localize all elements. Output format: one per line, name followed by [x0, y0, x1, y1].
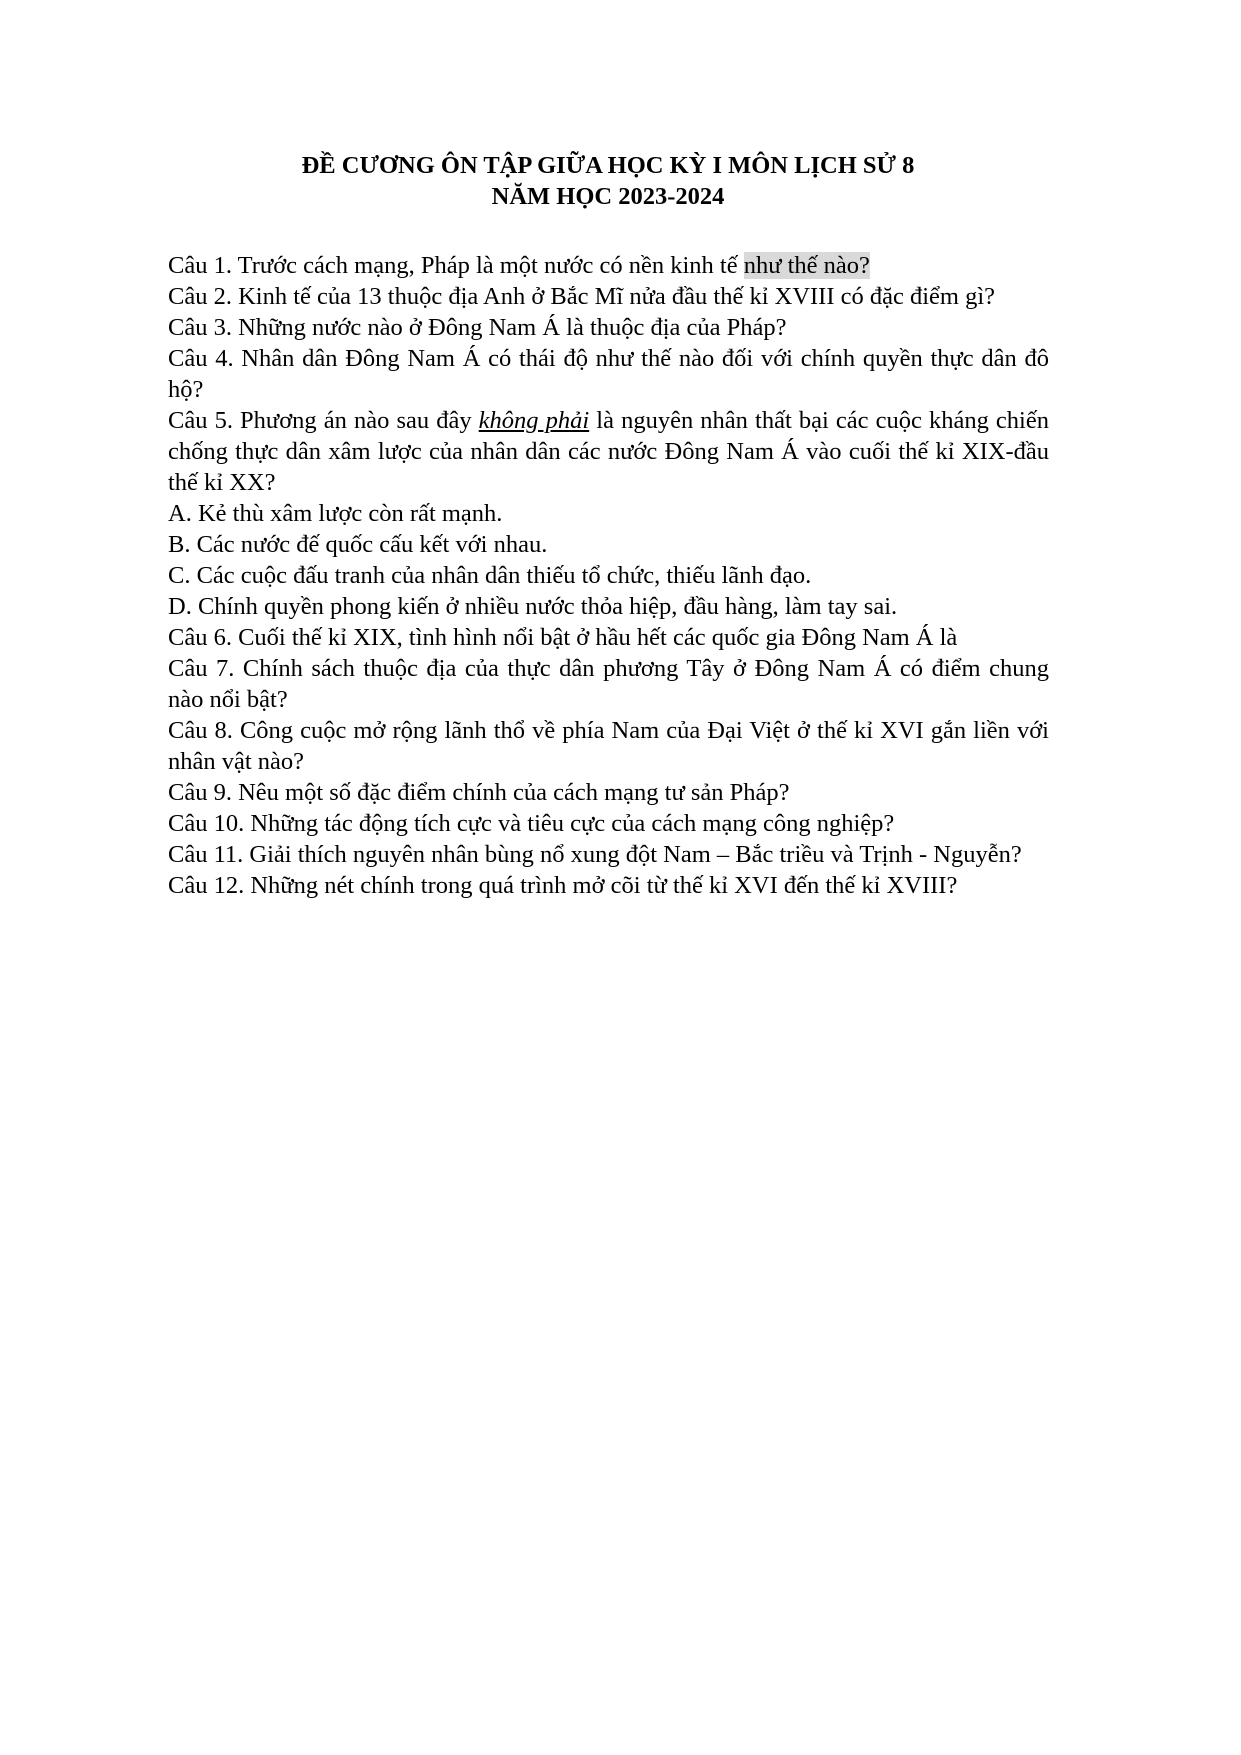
- title-line-2: NĂM HỌC 2023-2024: [491, 183, 725, 210]
- question-1-text: Câu 1. Trước cách mạng, Pháp là một nước có nền kinh tế: [168, 252, 744, 279]
- question-3: Câu 3. Những nước nào ở Đông Nam Á là thuộc địa của Pháp?: [168, 314, 787, 341]
- question-9: Câu 9. Nêu một số đặc điểm chính của cách mạng tư sản Pháp?: [168, 779, 790, 806]
- question-6: Câu 6. Cuối thế kỉ XIX, tình hình nổi bật ở hầu hết các quốc gia Đông Nam Á là: [168, 624, 958, 651]
- option-b: B. Các nước đế quốc cấu kết với nhau.: [168, 531, 548, 558]
- question-1: [168, 250, 1049, 281]
- question-4: Câu 4. Nhân dân Đông Nam Á có thái độ như thế nào đối với chính quyền thực dân đô hộ?: [168, 345, 1049, 403]
- question-10: Câu 10. Những tác động tích cực và tiêu cực của cách mạng công nghiệp?: [168, 810, 895, 837]
- question-7: Câu 7. Chính sách thuộc địa của thực dân phương Tây ở Đông Nam Á có điểm chung nào nổi bật?: [168, 655, 1049, 713]
- question-2: Câu 2. Kinh tế của 13 thuộc địa Anh ở Bắc Mĩ nửa đầu thế kỉ XVIII có đặc điểm gì?: [168, 283, 996, 310]
- question-11: Câu 11. Giải thích nguyên nhân bùng nổ xung đột Nam – Bắc triều và Trịnh - Nguyễn?: [168, 841, 1022, 868]
- question-5-text-before: Câu 5. Phương án nào sau đây: [168, 407, 479, 434]
- question-8: Câu 8. Công cuộc mở rộng lãnh thổ về phía Nam của Đại Việt ở thế kỉ XVI gắn liền với nhân vật nào?: [168, 717, 1049, 775]
- option-a: A. Kẻ thù xâm lược còn rất mạnh.: [168, 500, 503, 527]
- question-1-highlight: như thế nào?: [743, 252, 870, 279]
- title-line-1: ĐỀ CƯƠNG ÔN TẬP GIỮA HỌC KỲ I MÔN LỊCH SỬ 8: [301, 152, 915, 179]
- option-d: D. Chính quyền phong kiến ở nhiều nước thỏa hiệp, đầu hàng, làm tay sai.: [168, 593, 898, 620]
- document-title: [168, 150, 1048, 212]
- option-c: C. Các cuộc đấu tranh của nhân dân thiếu tổ chức, thiếu lãnh đạo.: [168, 562, 812, 589]
- question-12: Câu 12. Những nét chính trong quá trình mở cõi từ thế kỉ XVI đến thế kỉ XVIII?: [168, 872, 958, 899]
- question-list: [168, 250, 1049, 901]
- question-5-text-after: là nguyên nhân thất bại các cuộc kháng chiến chống thực dân xâm lược của nhân dân các nước Đông Nam Á vào cuối thế kỉ XIX-đầu thế kỉ XX?: [168, 407, 1049, 496]
- question-5-emphasis: không phải: [478, 407, 590, 434]
- question-5: [168, 405, 1049, 498]
